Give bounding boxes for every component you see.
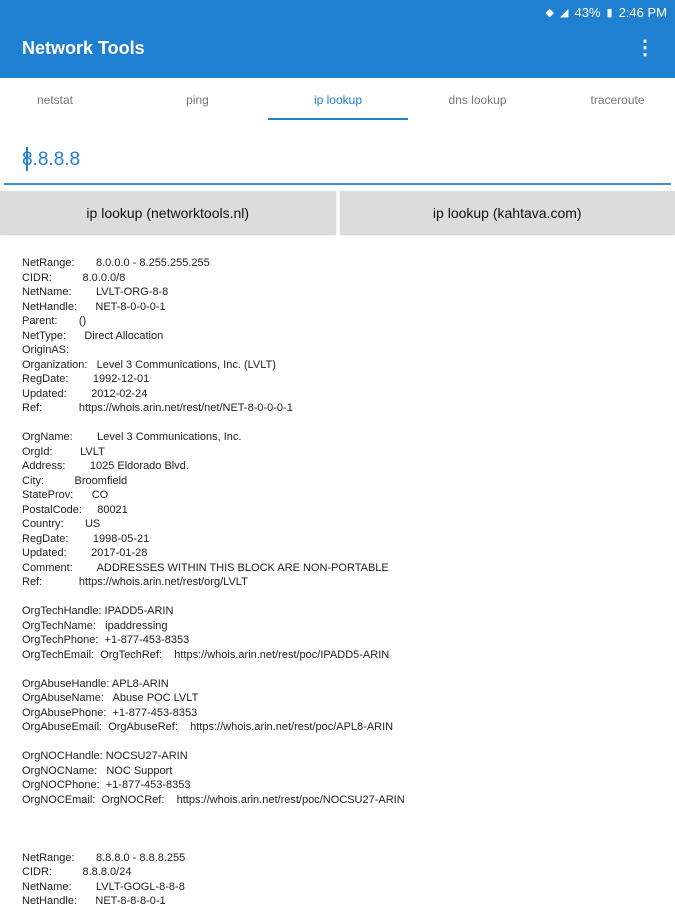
text-cursor bbox=[26, 147, 28, 171]
battery-level: 43% bbox=[574, 5, 600, 20]
ip-lookup-kahtava-button[interactable]: ip lookup (kahtava.com) bbox=[340, 191, 675, 234]
result-line: Address: 1025 Eldorado Blvd. bbox=[22, 459, 662, 474]
abuse-block bbox=[22, 677, 662, 735]
result-line: Updated: 2012-02-24 bbox=[22, 387, 662, 402]
net-block-1 bbox=[22, 256, 662, 416]
result-line: RegDate: 1998-05-21 bbox=[22, 532, 662, 547]
result-line: NetType: Direct Allocation bbox=[22, 329, 662, 344]
result-line: Country: US bbox=[22, 517, 662, 532]
result-line: NetRange: 8.0.0.0 - 8.255.255.255 bbox=[22, 256, 662, 271]
tab-netstat[interactable]: netstat bbox=[0, 78, 110, 122]
result-line: OrgAbusePhone: +1-877-453-8353 bbox=[22, 706, 662, 721]
result-line: OriginAS: bbox=[22, 343, 662, 358]
result-line: StateProv: CO bbox=[22, 488, 662, 503]
battery-icon: ▮ bbox=[607, 6, 613, 19]
result-line: OrgId: LVLT bbox=[22, 445, 662, 460]
result-line: OrgAbuseName: Abuse POC LVLT bbox=[22, 691, 662, 706]
result-line: NetName: LVLT-ORG-8-8 bbox=[22, 285, 662, 300]
result-line: OrgTechHandle: IPADD5-ARIN bbox=[22, 604, 662, 619]
result-line: Ref: https://whois.arin.net/rest/net/NET-8-0-0-0-1 bbox=[22, 401, 662, 416]
status-bar bbox=[546, 3, 667, 21]
result-line: City: Broomfield bbox=[22, 474, 662, 489]
app-bar bbox=[0, 0, 675, 78]
result-line: OrgNOCEmail: OrgNOCRef: https://whois.arin.net/rest/poc/NOCSU27-ARIN bbox=[22, 793, 662, 808]
result-line: PostalCode: 80021 bbox=[22, 503, 662, 518]
result-line: Ref: https://whois.arin.net/rest/org/LVLT bbox=[22, 575, 662, 590]
overflow-menu-icon[interactable]: ⋮ bbox=[635, 38, 655, 58]
result-line: OrgTechPhone: +1-877-453-8353 bbox=[22, 633, 662, 648]
result-line: OrgAbuseEmail: OrgAbuseRef: https://whois.arin.net/rest/poc/APL8-ARIN bbox=[22, 720, 662, 735]
result-line: OrgNOCHandle: NOCSU27-ARIN bbox=[22, 749, 662, 764]
result-line: Comment: ADDRESSES WITHIN THIS BLOCK ARE NON-PORTABLE bbox=[22, 561, 662, 576]
tech-block bbox=[22, 604, 662, 662]
result-line: RegDate: 1992-12-01 bbox=[22, 372, 662, 387]
tab-bar bbox=[0, 78, 675, 122]
result-line: Updated: 2017-01-28 bbox=[22, 546, 662, 561]
ip-input-container bbox=[4, 136, 671, 185]
result-line: OrgTechEmail: OrgTechRef: https://whois.arin.net/rest/poc/IPADD5-ARIN bbox=[22, 648, 662, 663]
app-title: Network Tools bbox=[22, 38, 145, 59]
result-line: CIDR: 8.8.8.0/24 bbox=[22, 865, 662, 880]
signal-icon: ◢ bbox=[560, 6, 568, 19]
result-line: CIDR: 8.0.0.0/8 bbox=[22, 271, 662, 286]
clock: 2:46 PM bbox=[619, 5, 667, 20]
ip-address-input[interactable] bbox=[4, 148, 624, 172]
tab-ping[interactable]: ping bbox=[140, 78, 255, 122]
result-line: OrgNOCName: NOC Support bbox=[22, 764, 662, 779]
wifi-icon: ◆ bbox=[546, 6, 554, 19]
result-line: NetHandle: NET-8-0-0-0-1 bbox=[22, 300, 662, 315]
result-line: Parent: () bbox=[22, 314, 662, 329]
result-line: OrgNOCPhone: +1-877-453-8353 bbox=[22, 778, 662, 793]
org-block bbox=[22, 430, 662, 590]
result-line: OrgAbuseHandle: APL8-ARIN bbox=[22, 677, 662, 692]
noc-block bbox=[22, 749, 662, 807]
result-line: OrgTechName: ipaddressing bbox=[22, 619, 662, 634]
tab-ip-lookup[interactable]: ip lookup bbox=[268, 78, 408, 122]
lookup-buttons bbox=[0, 191, 675, 234]
result-line: NetRange: 8.8.8.0 - 8.8.8.255 bbox=[22, 851, 662, 866]
ip-lookup-networktools-button[interactable]: ip lookup (networktools.nl) bbox=[0, 191, 336, 234]
whois-results bbox=[22, 256, 662, 909]
result-line: NetName: LVLT-GOGL-8-8-8 bbox=[22, 880, 662, 895]
result-line: OrgName: Level 3 Communications, Inc. bbox=[22, 430, 662, 445]
tab-dns-lookup[interactable]: dns lookup bbox=[410, 78, 545, 122]
result-line: Organization: Level 3 Communications, Inc. (LVLT) bbox=[22, 358, 662, 373]
result-line: NetHandle: NET-8-8-8-0-1 bbox=[22, 894, 662, 909]
tab-traceroute[interactable]: traceroute bbox=[560, 78, 675, 122]
